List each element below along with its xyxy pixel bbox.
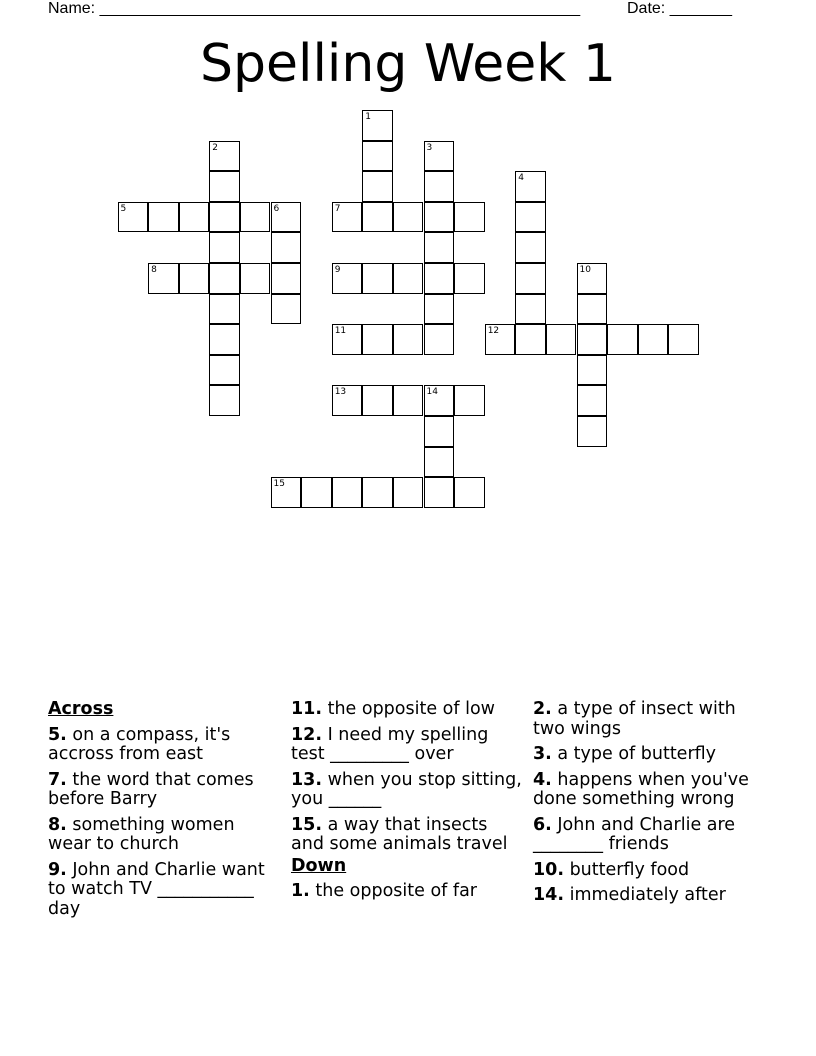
grid-cell[interactable] xyxy=(271,294,302,325)
grid-cell[interactable] xyxy=(454,385,485,416)
clue-text: butterfly food xyxy=(564,859,690,880)
clue-item xyxy=(48,726,280,765)
grid-cell[interactable] xyxy=(362,202,393,233)
grid-cell[interactable] xyxy=(668,324,699,355)
clue-item xyxy=(533,700,765,739)
grid-cell[interactable] xyxy=(362,171,393,202)
down-heading: Down xyxy=(291,855,347,876)
clue-text: immediately after xyxy=(564,885,726,905)
grid-cell[interactable] xyxy=(362,324,393,355)
grid-cell[interactable] xyxy=(271,232,302,263)
clue-text: happens when you've done something wrong xyxy=(533,769,749,809)
grid-cell[interactable] xyxy=(454,477,485,508)
grid-cell[interactable] xyxy=(424,385,455,416)
clue-number-label: 11. xyxy=(291,699,323,719)
grid-cell[interactable] xyxy=(271,202,302,233)
grid-cell[interactable] xyxy=(393,477,424,508)
page-title: Spelling Week 1 xyxy=(200,34,616,94)
grid-cell[interactable] xyxy=(515,263,546,294)
grid-cell[interactable] xyxy=(577,294,608,325)
clue-number-label: 3. xyxy=(533,744,552,764)
grid-cell[interactable] xyxy=(240,263,271,294)
grid-cell[interactable] xyxy=(424,171,455,202)
clue-number: 3 xyxy=(426,142,433,153)
grid-cell[interactable] xyxy=(209,385,240,416)
clue-number-label: 5. xyxy=(48,724,67,745)
grid-cell[interactable] xyxy=(424,141,455,172)
clue-item xyxy=(291,726,523,765)
clue-number: 12 xyxy=(487,326,500,337)
grid-cell[interactable] xyxy=(515,202,546,233)
grid-cell[interactable] xyxy=(362,477,393,508)
grid-cell[interactable] xyxy=(393,202,424,233)
grid-cell[interactable] xyxy=(118,202,149,233)
clue-number: 1 xyxy=(365,112,372,122)
clue-number: 4 xyxy=(518,173,525,184)
clue-item xyxy=(48,771,280,810)
clue-number: 6 xyxy=(273,203,280,214)
grid-cell[interactable] xyxy=(454,263,485,294)
grid-cell[interactable] xyxy=(515,232,546,263)
clue-number: 11 xyxy=(334,326,347,337)
clue-number-label: 14. xyxy=(533,885,565,905)
grid-cell[interactable] xyxy=(362,385,393,416)
grid-cell[interactable] xyxy=(209,171,240,202)
clue-item xyxy=(533,861,765,881)
clue-text: John and Charlie are ________ friends xyxy=(533,814,736,854)
clue-text: when you stop sitting, you ______ xyxy=(291,769,522,809)
clue-number-label: 13. xyxy=(291,769,323,790)
clue-number-label: 8. xyxy=(48,814,67,835)
grid-cell[interactable] xyxy=(515,294,546,325)
grid-cell[interactable] xyxy=(424,477,455,508)
clue-text: the opposite of far xyxy=(309,881,477,901)
clue-item xyxy=(291,700,523,720)
grid-cell[interactable] xyxy=(148,202,179,233)
clue-number-label: 9. xyxy=(48,859,67,880)
clue-number: 9 xyxy=(334,265,341,275)
clue-item xyxy=(291,816,523,855)
clue-text: the opposite of low xyxy=(322,699,495,719)
clue-item xyxy=(533,745,765,765)
clue-number-label: 7. xyxy=(48,769,67,790)
grid-cell[interactable] xyxy=(362,110,393,141)
clue-item xyxy=(533,886,765,906)
grid-cell[interactable] xyxy=(332,202,363,233)
clue-number: 14 xyxy=(426,387,438,398)
clue-text: something women wear to church xyxy=(48,814,235,854)
grid-cell[interactable] xyxy=(209,324,240,355)
grid-cell[interactable] xyxy=(332,385,363,416)
clue-text: a type of insect with two wings xyxy=(533,699,736,739)
grid-cell[interactable] xyxy=(332,477,363,508)
grid-cell[interactable] xyxy=(424,263,455,294)
clue-item xyxy=(48,816,280,855)
clue-number-label: 12. xyxy=(291,724,323,745)
grid-cell[interactable] xyxy=(209,263,240,294)
grid-cell[interactable] xyxy=(179,202,210,233)
clue-item xyxy=(533,816,765,855)
grid-cell[interactable] xyxy=(577,385,608,416)
grid-cell[interactable] xyxy=(577,355,608,386)
clue-text: John and Charlie want to watch TV ___________ day xyxy=(48,859,265,919)
grid-cell[interactable] xyxy=(301,477,332,508)
grid-cell[interactable] xyxy=(148,263,179,294)
grid-cell[interactable] xyxy=(362,263,393,294)
clue-number: 5 xyxy=(120,203,127,214)
grid-cell[interactable] xyxy=(546,324,577,355)
grid-cell[interactable] xyxy=(332,263,363,294)
grid-cell[interactable] xyxy=(424,416,455,447)
clue-number: 8 xyxy=(151,265,157,275)
grid-cell[interactable] xyxy=(454,202,485,233)
clue-number-label: 6. xyxy=(533,814,552,835)
clue-number-label: 10. xyxy=(533,859,565,880)
clue-number: 15 xyxy=(273,479,285,490)
clue-column-2 xyxy=(291,700,523,908)
clue-number-label: 2. xyxy=(533,699,552,719)
grid-cell[interactable] xyxy=(515,324,546,355)
header xyxy=(48,0,748,20)
clue-number: 13 xyxy=(334,387,347,398)
date-field[interactable]: Date: _______ xyxy=(627,0,732,17)
grid-cell[interactable] xyxy=(393,324,424,355)
clue-number-label: 1. xyxy=(291,881,310,901)
clue-number: 10 xyxy=(579,265,591,275)
clue-column-1 xyxy=(48,700,280,925)
clue-number-label: 15. xyxy=(291,814,323,835)
grid-cell[interactable] xyxy=(179,263,210,294)
name-field[interactable]: Name: ______________________________________________________ xyxy=(48,0,581,17)
grid-cell[interactable] xyxy=(577,324,608,355)
grid-cell[interactable] xyxy=(332,324,363,355)
grid-cell[interactable] xyxy=(393,385,424,416)
grid-cell[interactable] xyxy=(515,171,546,202)
clue-text: on a compass, it's accross from east xyxy=(48,724,231,764)
grid-cell[interactable] xyxy=(607,324,638,355)
grid-cell[interactable] xyxy=(271,263,302,294)
grid-cell[interactable] xyxy=(209,202,240,233)
grid-cell[interactable] xyxy=(424,324,455,355)
grid-cell[interactable] xyxy=(271,477,302,508)
clue-number-label: 4. xyxy=(533,769,552,790)
grid-cell[interactable] xyxy=(362,141,393,172)
grid-cell[interactable] xyxy=(209,232,240,263)
grid-cell[interactable] xyxy=(424,447,455,478)
grid-cell[interactable] xyxy=(424,294,455,325)
grid-cell[interactable] xyxy=(240,202,271,233)
grid-cell[interactable] xyxy=(209,294,240,325)
clue-number: 2 xyxy=(212,142,219,153)
clue-text: the word that comes before Barry xyxy=(48,769,254,809)
grid-cell[interactable] xyxy=(638,324,669,355)
clue-column-3 xyxy=(533,700,765,912)
grid-cell[interactable] xyxy=(424,232,455,263)
clue-text: a way that insects and some animals travel xyxy=(291,814,508,854)
clue-number: 7 xyxy=(334,203,341,214)
grid-cell[interactable] xyxy=(485,324,516,355)
grid-cell[interactable] xyxy=(577,263,608,294)
grid-cell[interactable] xyxy=(577,416,608,447)
clue-item xyxy=(291,882,523,902)
clue-item xyxy=(48,861,280,920)
clue-text: I need my spelling test _________ over xyxy=(291,724,489,764)
grid-cell[interactable] xyxy=(393,263,424,294)
clue-item xyxy=(291,771,523,810)
across-heading: Across xyxy=(48,699,114,719)
clue-text: a type of butterfly xyxy=(551,744,717,764)
grid-cell[interactable] xyxy=(209,141,240,172)
clue-item xyxy=(533,771,765,810)
grid-cell[interactable] xyxy=(424,202,455,233)
grid-cell[interactable] xyxy=(209,355,240,386)
